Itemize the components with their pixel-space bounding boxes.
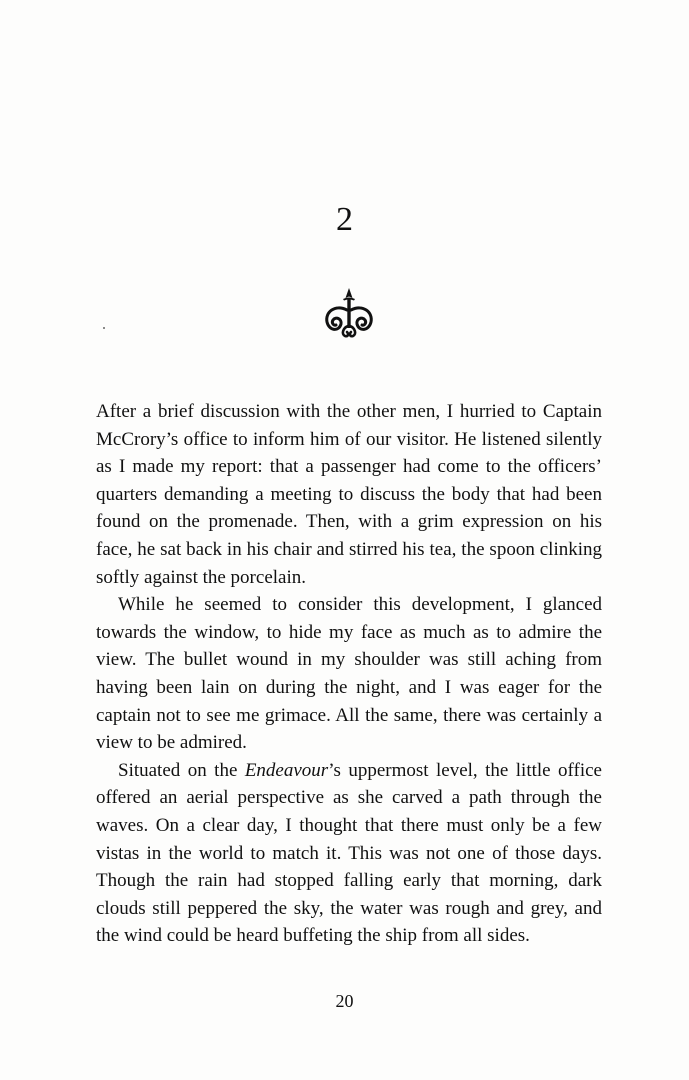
paragraph-3-lead: Situated on the [118,759,245,781]
page-number: 20 [335,991,354,1011]
paragraph-3-rest: ’s uppermost level, the little office offered an aerial perspective as she carved a path through the waves. On a clear day, I thought that there must only be a few vistas in the world to match it. This was not one of those days. Though the rain had stopped falling early that morning, dark clouds still peppered the sky, the water was rough and grey, and the wind could be heard buffeting the ship from all sides. [96,759,602,947]
body-text [96,398,602,950]
paragraph-2: While he seemed to consider this development, I glanced towards the window, to hide my face as much as to admire the view. The bullet wound in my shoulder was still aching from having been lain on during the night, and I was eager for the captain not to see me grimace. All the same, there was certainly a view to be admired. [96,594,602,754]
chapter-number: 2 [336,201,353,238]
paragraph-3 [96,757,602,950]
print-speck [103,327,105,329]
paragraph-1: After a brief discussion with the other men, I hurried to Captain McCrory’s office to inform him of our visitor. He listened silently as I made my report: that a passenger had come to the officers’ quarters demanding a meeting to discuss the body that had been found on the promenade. Then, with a grim expression on his face, he sat back in his chair and stirred his tea, the spoon clinking softly against the porcelain. [96,401,602,588]
fleuron-icon [321,286,377,342]
ship-name: Endeavour [244,759,329,781]
